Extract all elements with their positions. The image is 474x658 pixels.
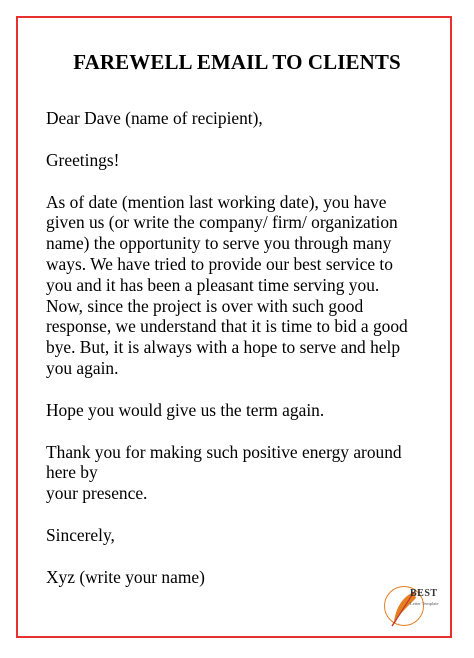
paragraph-line: ways. We have tried to provide our best service to <box>46 253 393 274</box>
greeting: Greetings! <box>46 149 120 170</box>
paragraph-main <box>46 192 436 379</box>
signature: Xyz (write your name) <box>46 566 205 587</box>
logo-word: BEST <box>410 588 438 599</box>
paragraph-line: response, we understand that it is time to bid a good <box>46 316 408 337</box>
paragraph-line: Thank you for making such positive energy around <box>46 441 402 462</box>
paragraph-line: your presence. <box>46 483 148 504</box>
paragraph-line: bye. But, it is always with a hope to serve and help <box>46 337 401 358</box>
paragraph-line: here by <box>46 462 98 483</box>
closing: Sincerely, <box>46 524 115 545</box>
paragraph-line: you again. <box>46 357 119 378</box>
paragraph-line: you and it has been a pleasant time serving you. <box>46 274 380 295</box>
paragraph-line: Now, since the project is over with such good <box>46 295 364 316</box>
letter-body <box>46 108 436 588</box>
paragraph-hope: Hope you would give us the term again. <box>46 399 325 420</box>
salutation: Dear Dave (name of recipient), <box>46 108 263 128</box>
paragraph-line: given us (or write the company/ firm/ organization <box>46 212 398 233</box>
letter-title: FAREWELL EMAIL TO CLIENTS <box>73 50 401 74</box>
paragraph-line: As of date (mention last working date), you have <box>46 191 387 212</box>
paragraph-thanks <box>46 442 436 504</box>
logo-subtitle: Letter Template <box>410 601 439 606</box>
paragraph-line: name) the opportunity to serve you through many <box>46 233 392 254</box>
best-letter-template-logo <box>382 582 452 634</box>
